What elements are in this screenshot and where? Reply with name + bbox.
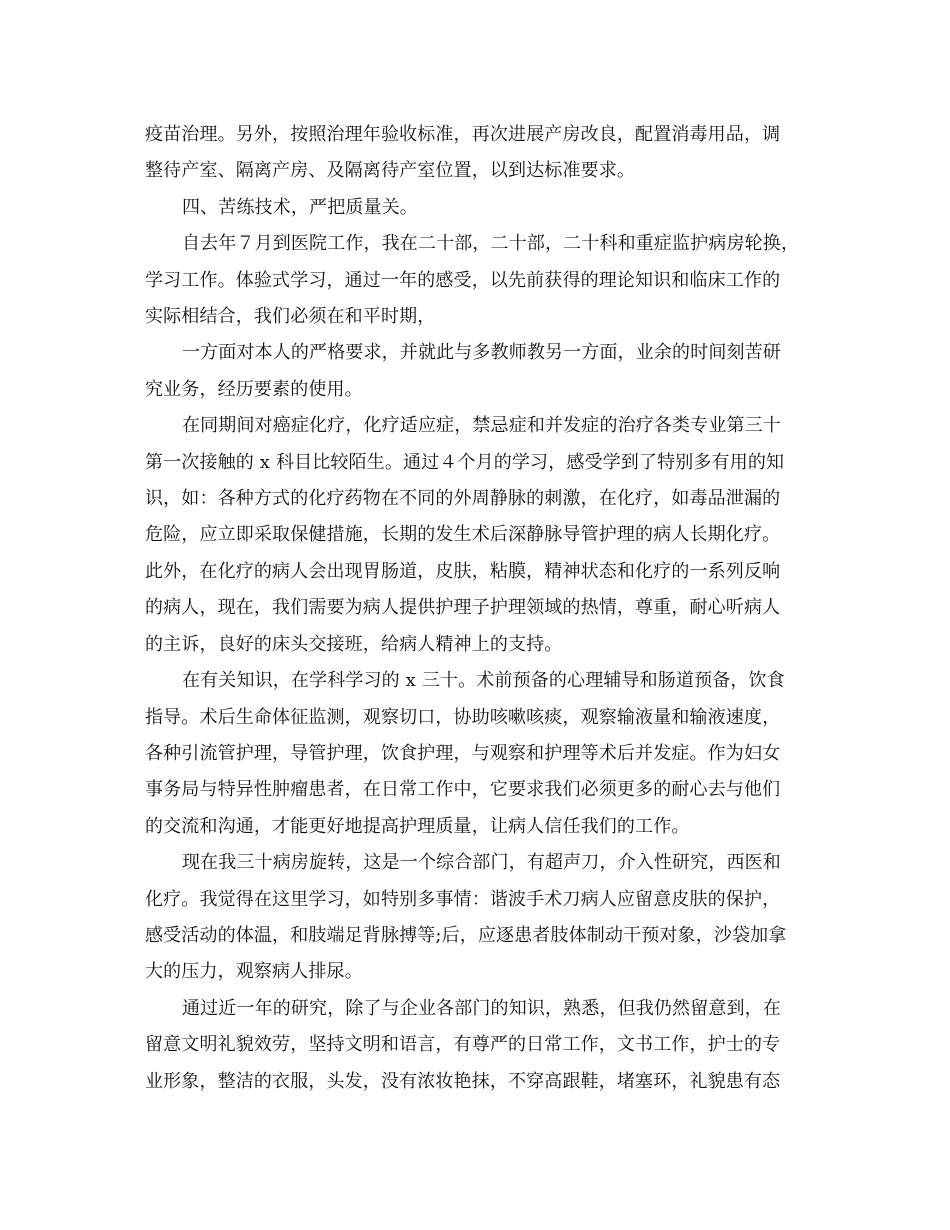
text-line: 留意文明礼貌效劳，坚持文明和语言，有尊严的日常工作，文书工作，护士的专 — [145, 1034, 781, 1056]
text-line: 通过近一年的研究，除了与企业各部门的知识，熟悉，但我仍然留意到，在 — [182, 997, 781, 1019]
text-line: 究业务，经历要素的使用。 — [145, 378, 363, 400]
document-body — [145, 117, 805, 1100]
text-line: 感受活动的体温，和肢端足背脉搏等;后，应逐患者肢体制动干预对象，沙袋加拿 — [145, 924, 787, 946]
text-line: 指导。术后生命体征监测，观察切口，协助咳嗽咳痰，观察输液量和输液速度， — [145, 706, 781, 728]
text-line: 在有关知识，在学科学习的 x 三十。术前预备的心理辅导和肠道预备，饮食 — [182, 670, 785, 692]
text-line: 危险，应立即采取保健措施，长期的发生术后深静脉导管护理的病人长期化疗。 — [145, 524, 781, 546]
text-line: 在同期间对癌症化疗，化疗适应症，禁忌症和并发症的治疗各类专业第三十 — [182, 415, 781, 437]
text-line: 此外，在化疗的病人会出现胃肠道，皮肤，粘膜，精神状态和化疗的一系列反响 — [145, 560, 781, 582]
text-line: 大的压力，观察病人排尿。 — [145, 961, 363, 983]
text-line: 的交流和沟通，才能更好地提高护理质量，让病人信任我们的工作。 — [145, 815, 690, 837]
text-line: 的主诉，良好的床头交接班，给病人精神上的支持。 — [145, 633, 563, 655]
text-line: 第一次接触的 x 科目比较陌生。通过４个月的学习，感受学到了特别多有用的知 — [145, 451, 785, 473]
text-line: 自去年７月到医院工作，我在二十部，二十部，二十科和重症监护病房轮换， — [182, 233, 800, 255]
text-line: 各种引流管护理，导管护理，饮食护理，与观察和护理等术后并发症。作为妇女 — [145, 742, 781, 764]
text-line: 事务局与特异性肿瘤患者，在日常工作中，它要求我们必须更多的耐心去与他们 — [145, 779, 781, 801]
text-line: 化疗。我觉得在这里学习，如特别多事情：谐波手术刀病人应留意皮肤的保护， — [145, 888, 781, 910]
text-line: 的病人，现在，我们需要为病人提供护理子护理领域的热情，尊重，耐心听病人 — [145, 597, 781, 619]
text-line: 四、苦练技术，严把质量关。 — [182, 196, 418, 218]
text-line: 整待产室、隔离产房、及隔离待产室位置，以到达标准要求。 — [145, 160, 636, 182]
text-line: 疫苗治理。另外，按照治理年验收标准，再次进展产房改良，配置消毒用品，调 — [145, 124, 781, 145]
text-line: 一方面对本人的严格要求，并就此与多教师教另一方面，业余的时间刻苦研 — [182, 342, 781, 364]
text-line: 识，如：各种方式的化疗药物在不同的外周静脉的刺激，在化疗，如毒品泄漏的 — [145, 488, 781, 510]
text-line: 学习工作。体验式学习，通过一年的感受，以先前获得的理论知识和临床工作的 — [145, 269, 781, 291]
text-line: 现在我三十病房旋转，这是一个综合部门，有超声刀，介入性研究，西医和 — [182, 852, 781, 874]
text-line: 实际相结合，我们必须在和平时期， — [145, 306, 436, 328]
text-line: 业形象，整洁的衣服，头发，没有浓妆艳抹，不穿高跟鞋，堵塞环，礼貌患有态 — [145, 1070, 781, 1092]
